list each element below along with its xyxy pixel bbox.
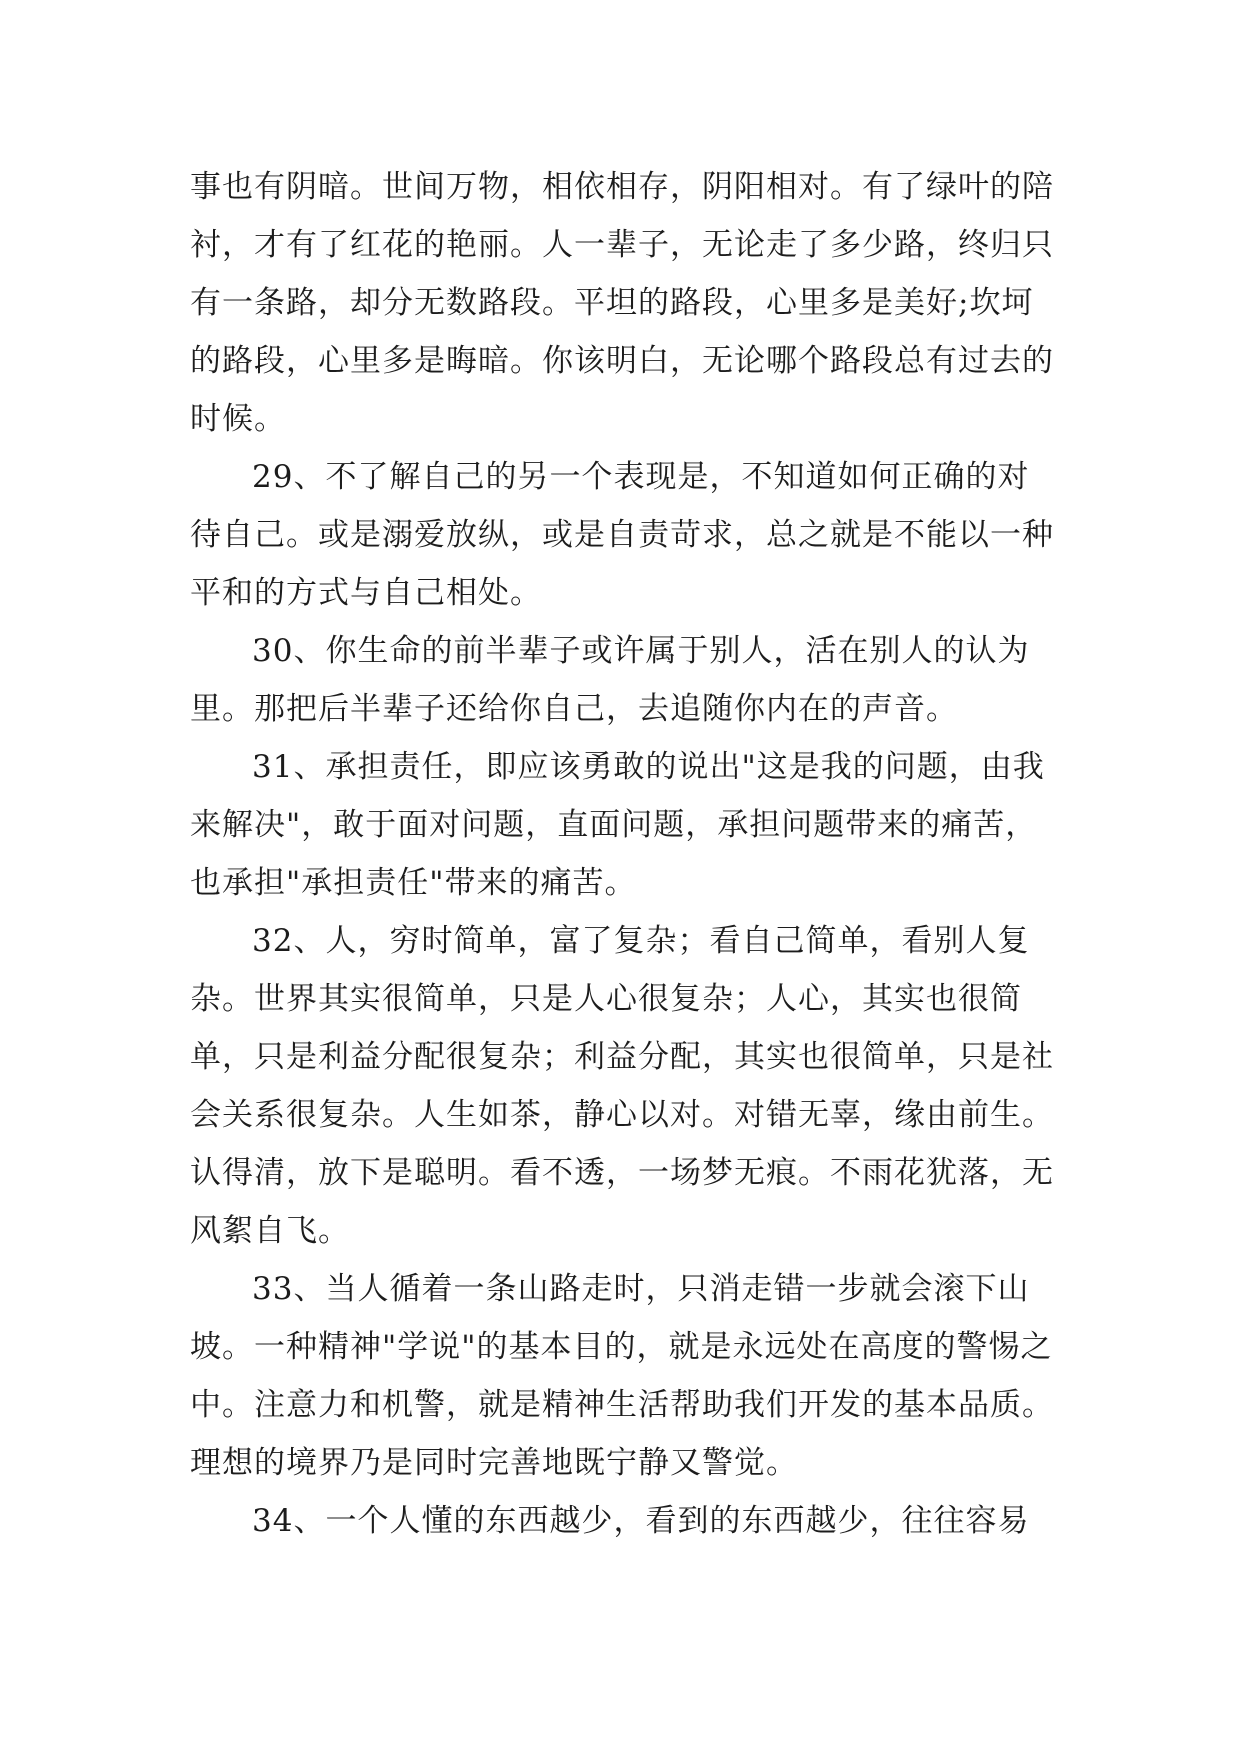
paragraph-30: 30、你生命的前半辈子或许属于别人，活在别人的认为里。那把后半辈子还给你自己，去追随你内在的声音。 (190, 633, 1030, 727)
paragraph-32: 32、人，穷时简单，富了复杂；看自己简单，看别人复杂。世界其实很简单，只是人心很复杂；人心，其实也很简单，只是利益分配很复杂；利益分配，其实也很简单，只是社会关系很复杂。人生如茶，静心以对。对错无辜，缘由前生。认得清，放下是聪明。看不透，一场梦无痕。不雨花犹落，无风絮自飞。 (190, 923, 1054, 1249)
document-body (190, 158, 1060, 1550)
paragraph-29: 29、不了解自己的另一个表现是，不知道如何正确的对待自己。或是溺爱放纵，或是自责苛求，总之就是不能以一种平和的方式与自己相处。 (190, 459, 1054, 611)
paragraph-33: 33、当人循着一条山路走时，只消走错一步就会滚下山坡。一种精神"学说"的基本目的，就是永远处在高度的警惕之中。注意力和机警，就是精神生活帮助我们开发的基本品质。理想的境界乃是同时完善地既宁静又警觉。 (190, 1271, 1054, 1481)
paragraph-continued: 事也有阴暗。世间万物，相依相存，阴阳相对。有了绿叶的陪衬，才有了红花的艳丽。人一辈子，无论走了多少路，终归只有一条路，却分无数路段。平坦的路段，心里多是美好;坎坷的路段，心里多是晦暗。你该明白，无论哪个路段总有过去的时候。 (190, 169, 1054, 437)
paragraph-34: 34、一个人懂的东西越少，看到的东西越少，往往容易 (252, 1503, 1030, 1539)
paragraph-31: 31、承担责任，即应该勇敢的说出"这是我的问题，由我来解决"，敢于面对问题，直面问题，承担问题带来的痛苦，也承担"承担责任"带来的痛苦。 (190, 749, 1045, 901)
